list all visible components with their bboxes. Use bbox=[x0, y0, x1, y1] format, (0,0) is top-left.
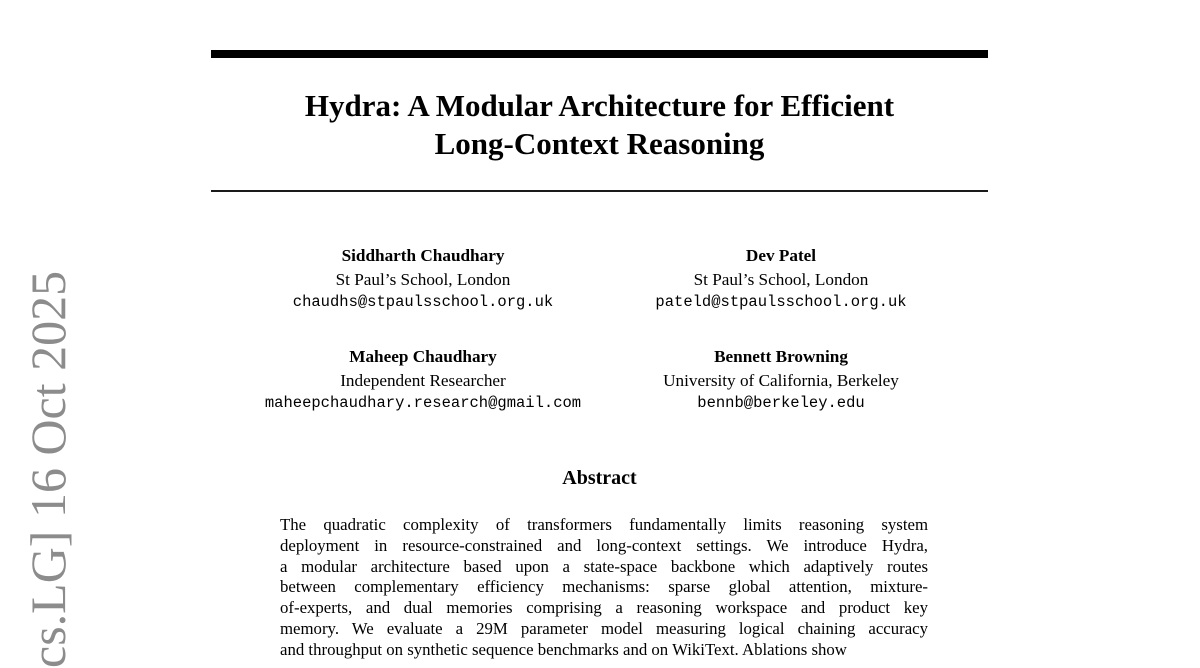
title-top-rule bbox=[211, 50, 988, 58]
author-email: chaudhs@stpaulsschool.org.uk bbox=[292, 293, 554, 311]
abstract-body bbox=[280, 515, 928, 661]
author-name: Siddharth Chaudhary bbox=[341, 246, 505, 265]
author-name: Maheep Chaudhary bbox=[349, 347, 497, 366]
paper-title-line-1: Hydra: A Modular Architecture for Efficient bbox=[304, 88, 895, 123]
paper-title-line-2: Long-Context Reasoning bbox=[434, 126, 765, 161]
authors-row-1 bbox=[244, 244, 960, 315]
author-block bbox=[244, 244, 602, 315]
title-bottom-rule bbox=[211, 190, 988, 192]
author-block bbox=[602, 244, 960, 315]
abstract-line: memory. We evaluate a 29M parameter model measuring logical chaining accuracy bbox=[280, 618, 928, 638]
author-email: pateld@stpaulsschool.org.uk bbox=[655, 293, 907, 311]
arxiv-stamp: cs.LG] 16 Oct 2025 bbox=[20, 270, 76, 668]
abstract-line: between complementary efficiency mechanisms: sparse global attention, mixture- bbox=[280, 577, 928, 597]
authors-row-2 bbox=[244, 345, 960, 416]
author-block bbox=[244, 345, 602, 416]
author-affiliation: Independent Researcher bbox=[340, 370, 506, 390]
abstract-line: a modular architecture based upon a state-space backbone which adaptively routes bbox=[280, 556, 928, 576]
author-affiliation: University of California, Berkeley bbox=[663, 370, 899, 390]
author-affiliation: St Paul’s School, London bbox=[693, 269, 869, 289]
author-email: bennb@berkeley.edu bbox=[697, 394, 865, 412]
author-email: maheepchaudhary.research@gmail.com bbox=[264, 394, 582, 412]
abstract-line: of-experts, and dual memories comprising a reasoning workspace and product key bbox=[280, 598, 928, 618]
author-name: Dev Patel bbox=[745, 246, 817, 265]
author-block bbox=[602, 345, 960, 416]
paper-title bbox=[211, 87, 988, 163]
abstract-line: deployment in resource-constrained and long-context settings. We introduce Hydra, bbox=[280, 535, 928, 555]
abstract-heading: Abstract bbox=[562, 467, 637, 489]
author-affiliation: St Paul’s School, London bbox=[335, 269, 511, 289]
abstract-line-clipped: and throughput on synthetic sequence benchmarks and on WikiText. Ablations show bbox=[280, 639, 847, 659]
abstract-line: The quadratic complexity of transformers fundamentally limits reasoning system bbox=[280, 515, 928, 534]
author-name: Bennett Browning bbox=[714, 347, 848, 366]
